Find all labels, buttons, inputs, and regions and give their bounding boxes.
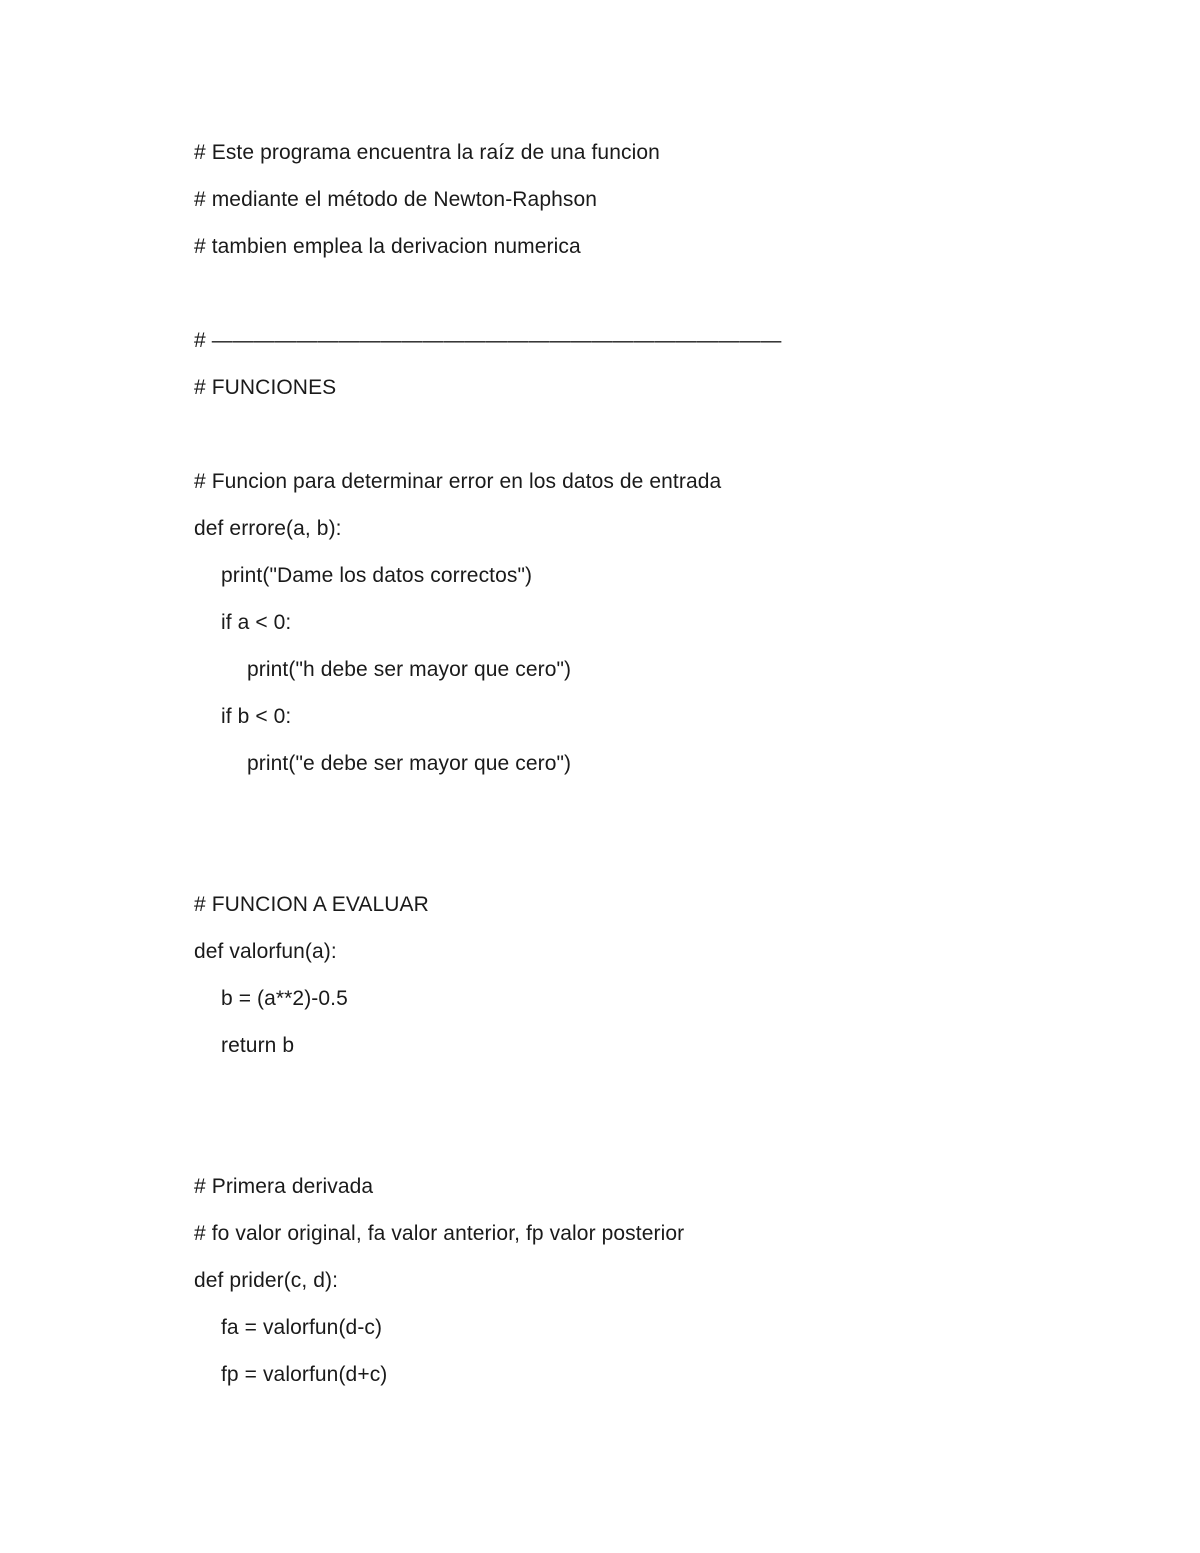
code-line: if b < 0: [221,705,292,728]
section-heading-comment: # FUNCIONES [194,376,337,399]
code-line: def prider(c, d): [194,1269,339,1292]
code-line: def errore(a, b): [194,517,342,540]
comment-line: # Funcion para determinar error en los datos de entrada [194,470,722,493]
comment-line: # mediante el método de Newton-Raphson [194,188,598,211]
comment-line: # tambien emplea la derivacion numerica [194,235,581,258]
code-line: fp = valorfun(d+c) [221,1363,388,1386]
comment-line: # Primera derivada [194,1175,374,1198]
comment-line: # fo valor original, fa valor anterior, fp valor posterior [194,1222,685,1245]
code-line: return b [221,1034,295,1057]
code-line: print("Dame los datos correctos") [221,564,533,587]
code-line: fa = valorfun(d-c) [221,1316,383,1339]
code-line: if a < 0: [221,611,292,634]
code-line: def valorfun(a): [194,940,337,963]
separator-comment-line: # ——————————————————————————— [194,329,782,352]
comment-line: # Este programa encuentra la raíz de una funcion [194,141,660,164]
code-line: print("h debe ser mayor que cero") [247,658,572,681]
code-line: print("e debe ser mayor que cero") [247,752,572,775]
section-heading-comment: # FUNCION A EVALUAR [194,893,429,916]
code-line: b = (a**2)-0.5 [221,987,348,1010]
